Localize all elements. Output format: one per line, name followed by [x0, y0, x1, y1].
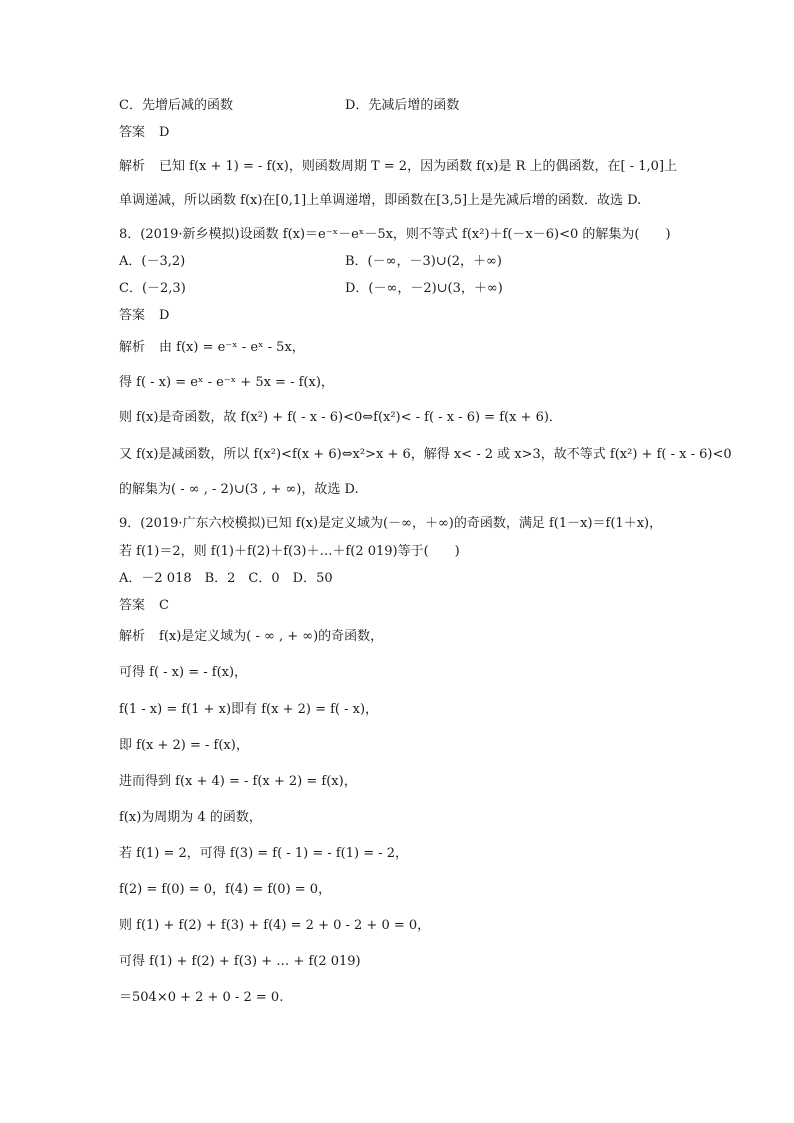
q8-analysis-line-1	[119, 339, 305, 357]
q8-stem: 8．(2019·新乡模拟)设函数 f(x)＝e⁻ˣ－eˣ－5x，则不等式 f(x²)＋f(－x－6)<0 的解集为( )	[119, 227, 671, 242]
q9-analysis-line-2: 可得 f( - x) = - f(x)，	[119, 665, 248, 680]
q9-analysis-line-10: 可得 f(1) + f(2) + f(3) + … + f(2 019)	[119, 954, 361, 969]
answer-label: 答案	[119, 308, 146, 323]
analysis-label: 解析	[119, 629, 146, 644]
q9-analysis-line-3: f(1 - x) = f(1 + x)即有 f(x + 2) = f( - x)，	[119, 702, 379, 717]
q8-option-d: D．(－∞，－2)∪(3，＋∞)	[345, 281, 503, 296]
answer-value: C	[159, 598, 169, 613]
q8-analysis-line-4: 又 f(x)是减函数，所以 f(x²)<f(x + 6)⇔x²>x + 6，解得 x< - 2 或 x>3，故不等式 f(x²) + f( - x - 6)<0	[119, 447, 732, 462]
q9-analysis-line-8: f(2) = f(0) = 0，f(4) = f(0) = 0，	[119, 882, 332, 897]
q9-analysis-line-4: 即 f(x + 2) = - f(x)，	[119, 738, 249, 753]
q9-analysis-line-9: 则 f(1) + f(2) + f(3) + f(4) = 2 + 0 - 2 + 0 = 0，	[119, 918, 431, 933]
answer-value: D	[159, 125, 170, 140]
q8-option-a: A．(－3,2)	[119, 254, 186, 269]
q9-answer	[119, 597, 169, 615]
analysis-text: 已知 f(x + 1) = - f(x)，则函数周期 T = 2，因为函数 f(x)是 R 上的偶函数，在[ - 1,0]上	[159, 159, 678, 174]
q7-option-c: C．先增后减的函数	[119, 98, 233, 113]
analysis-label: 解析	[119, 340, 146, 355]
q8-answer	[119, 307, 169, 325]
q9-options: A．－2 018 B．2 C．0 D．50	[119, 571, 333, 586]
answer-label: 答案	[119, 598, 146, 613]
q9-stem-line-1: 9．(2019·广东六校模拟)已知 f(x)是定义域为(－∞，＋∞)的奇函数，满足 f(1－x)＝f(1＋x)，	[119, 516, 663, 531]
q7-answer	[119, 124, 169, 142]
q9-stem-line-2: 若 f(1)＝2，则 f(1)＋f(2)＋f(3)＋…＋f(2 019)等于( )	[119, 544, 460, 559]
q7-option-d: D．先减后增的函数	[345, 98, 460, 113]
analysis-text: 由 f(x) = e⁻ˣ - eˣ - 5x，	[159, 340, 305, 355]
analysis-text: f(x)是定义域为( - ∞ , + ∞)的奇函数，	[159, 629, 384, 644]
q7-analysis-line-2: 单调递减，所以函数 f(x)在[0,1]上单调递增，即函数在[3,5]上是先减后增的函数．故选 D.	[119, 193, 642, 208]
q8-analysis-line-3: 则 f(x)是奇函数，故 f(x²) + f( - x - 6)<0⇔f(x²)< - f( - x - 6) = f(x + 6)．	[119, 410, 562, 425]
q9-analysis-line-11: ＝504×0 + 2 + 0 - 2 = 0.	[119, 990, 284, 1005]
answer-label: 答案	[119, 125, 146, 140]
q9-analysis-line-5: 进而得到 f(x + 4) = - f(x + 2) = f(x)，	[119, 774, 357, 789]
q8-option-b: B．(－∞，－3)∪(2，＋∞)	[345, 254, 502, 269]
q8-analysis-line-5: 的解集为( - ∞ , - 2)∪(3 , + ∞)，故选 D.	[119, 482, 359, 497]
q8-analysis-line-2: 得 f( - x) = eˣ - e⁻ˣ + 5x = - f(x)，	[119, 375, 334, 390]
q9-analysis-line-6: f(x)为周期为 4 的函数，	[119, 810, 262, 825]
q9-analysis-line-1	[119, 628, 383, 646]
answer-value: D	[159, 308, 170, 323]
q8-option-c: C．(－2,3)	[119, 281, 186, 296]
q9-analysis-line-7: 若 f(1) = 2，可得 f(3) = f( - 1) = - f(1) = - 2，	[119, 846, 409, 861]
analysis-label: 解析	[119, 159, 146, 174]
q7-analysis-line-1	[119, 158, 677, 176]
